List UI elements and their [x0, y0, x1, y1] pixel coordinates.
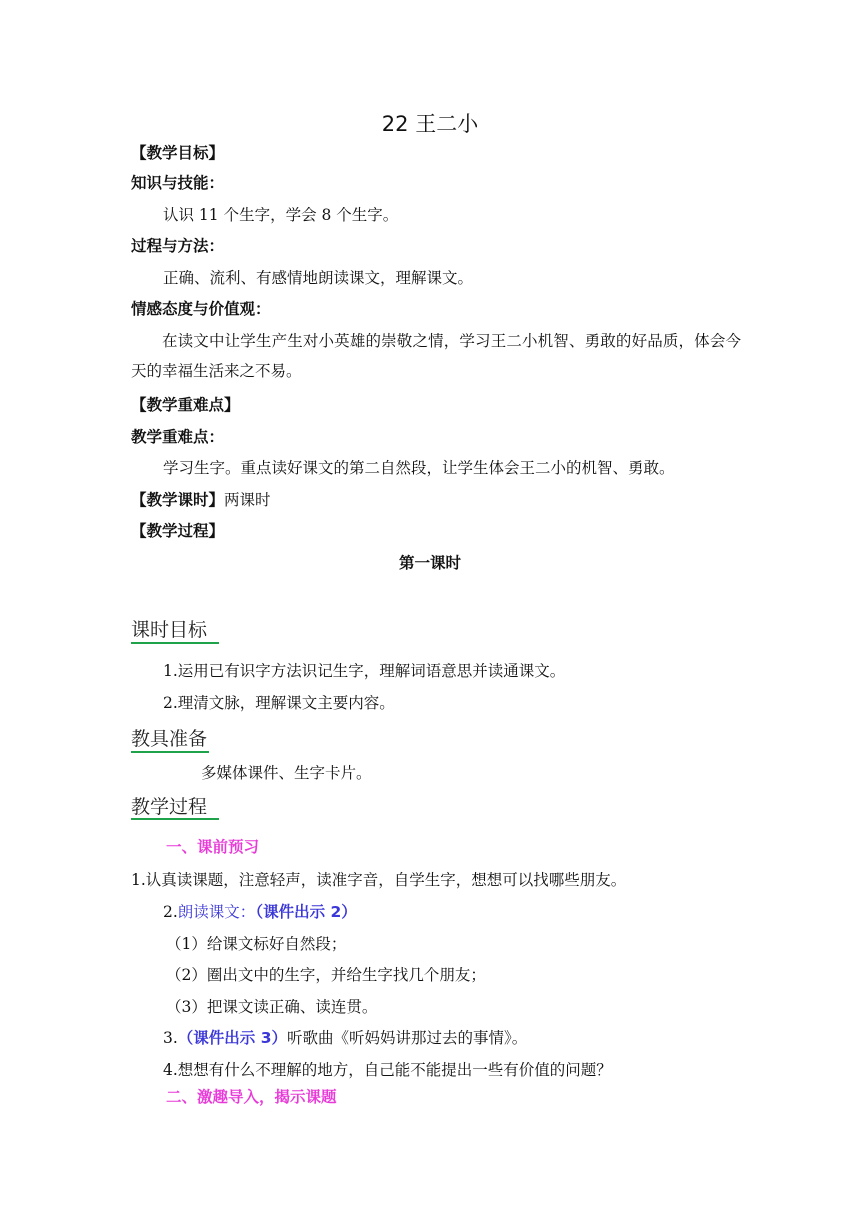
key-text: 学习生字。重点读好课文的第二自然段，让学生体会王二小的机智、勇敢。 — [163, 459, 675, 477]
courseware-ref: （课件出示 2） — [255, 903, 357, 921]
document-title: 22 王二小 — [381, 112, 479, 136]
hours-header: 【教学课时】 — [131, 491, 225, 509]
goal-item-2: 2.理清文脉，理解课文主要内容。 — [163, 694, 395, 712]
item-number: 2. — [163, 903, 178, 921]
hours-text: 两课时 — [224, 491, 271, 509]
process-header: 【教学过程】 — [131, 522, 225, 540]
step-1-item-1: 1.认真读课题，注意轻声，读准字音，自学生字，想想可以找哪些朋友。 — [131, 871, 627, 889]
section-lesson-goals: 课时目标 — [131, 619, 208, 641]
section-process: 教学过程 — [131, 796, 208, 818]
step-1-subitem-2: （2）圈出文中的生字，并给生字找几个朋友； — [166, 966, 486, 984]
process-text: 正确、流利、有感情地朗读课文，理解课文。 — [163, 269, 474, 287]
step-1-subitem-3: （3）把课文读正确、读连贯。 — [166, 998, 378, 1016]
step-1-item-2 — [163, 901, 357, 923]
tools-text: 多媒体课件、生字卡片。 — [201, 764, 372, 782]
goals-header: 【教学目标】 — [131, 144, 225, 162]
item-number: 3. — [163, 1029, 178, 1047]
courseware-ref: （课件出示 3） — [177, 1029, 287, 1047]
process-label: 过程与方法： — [131, 237, 225, 255]
step-1-subitem-1: （1）给课文标好自然段； — [166, 935, 347, 953]
step-1-item-4: 4.想想有什么不理解的地方，自己能不能提出一些有价值的问题？ — [163, 1061, 612, 1079]
section-underline — [131, 751, 209, 753]
section-underline — [131, 818, 219, 820]
emotion-text: 在读文中让学生产生对小英雄的崇敬之情，学习王二小机智、勇敢的好品质，体会今天的幸福生活来之不易。 — [131, 332, 741, 380]
lesson-title: 第一课时 — [398, 554, 461, 572]
emotion-label: 情感态度与价值观： — [131, 300, 271, 318]
hours-line — [131, 489, 271, 511]
step-1-item-3 — [163, 1027, 527, 1049]
step-1-title: 一、课前预习 — [166, 838, 260, 856]
read-text-label: 朗读课文： — [177, 903, 256, 921]
knowledge-text: 认识 11 个生字，学会 8 个生字。 — [163, 206, 399, 224]
knowledge-label: 知识与技能： — [131, 174, 225, 192]
section-underline — [131, 642, 219, 644]
key-label: 教学重难点： — [131, 428, 225, 446]
song-text: 听歌曲《听妈妈讲那过去的事情》。 — [286, 1029, 528, 1047]
section-tools: 教具准备 — [131, 728, 208, 750]
step-2-title: 二、激趣导入，揭示课题 — [166, 1088, 337, 1106]
key-header: 【教学重难点】 — [131, 396, 240, 414]
goal-item-1: 1.运用已有识字方法识记生字，理解词语意思并读通课文。 — [163, 662, 566, 680]
